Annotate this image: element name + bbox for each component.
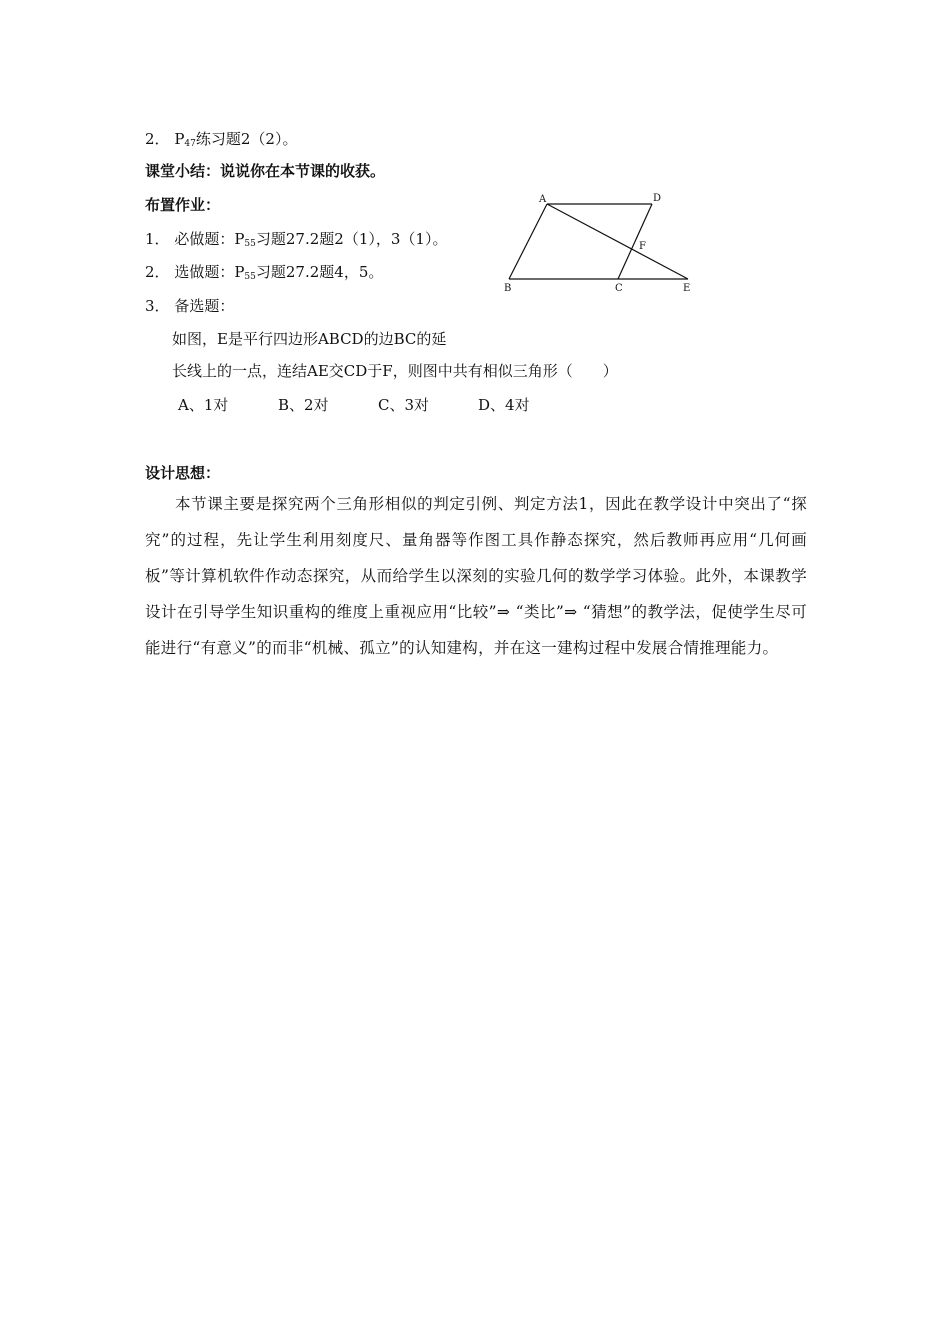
item-number: 2． (145, 130, 170, 148)
option-d: D、4对 (478, 396, 530, 414)
option-c: C、3对 (378, 396, 430, 414)
page-number: 55 (244, 272, 256, 282)
page-number: 55 (244, 239, 256, 249)
problem-line-2: 长线上的一点，连结AE交CD于F，则图中共有相似三角形（ ） (172, 362, 618, 380)
design-heading: 设计思想： (145, 464, 221, 482)
item-text: 选做题：P (174, 263, 245, 281)
item-text: 备选题： (174, 297, 235, 315)
label-a: A (539, 194, 547, 205)
label-e: E (683, 283, 691, 294)
parallelogram-figure (500, 190, 700, 300)
item-number: 1． (145, 230, 170, 248)
practice-item-2 (145, 129, 297, 154)
segment-ab (509, 204, 547, 279)
label-c: C (615, 283, 623, 294)
item-number: 2． (145, 263, 170, 281)
option-b: B、2对 (278, 396, 329, 414)
item-number: 3． (145, 297, 170, 315)
homework-item-1 (145, 229, 447, 254)
label-d: D (653, 193, 662, 204)
item-text: 习题27.2题2（1），3（1）。 (255, 230, 448, 248)
label-b: B (504, 283, 512, 294)
homework-item-2 (145, 262, 383, 287)
option-a: A、1对 (178, 396, 229, 414)
problem-line-1: 如图，E是平行四边形ABCD的边BC的延 (172, 330, 447, 348)
summary-heading: 课堂小结：说说你在本节课的收获。 (145, 162, 386, 180)
item-text: 习题27.2题4，5。 (255, 263, 384, 281)
segment-dc (618, 204, 652, 279)
homework-item-3 (145, 296, 234, 316)
page-number: 47 (184, 139, 196, 149)
segment-ae (547, 204, 688, 279)
page-ref-prefix: P (174, 130, 185, 148)
item-text: 必做题：P (174, 230, 245, 248)
homework-heading: 布置作业： (145, 196, 221, 214)
label-f: F (639, 241, 646, 252)
design-paragraph: 本节课主要是探究两个三角形相似的判定引例、判定方法1，因此在教学设计中突出了“探究”的过程，先让学生利用刻度尺、量角器等作图工具作静态探究，然后教师再应用“几何画板”等计算机软件作动态探究，从而给学生以深刻的实验几何的数学学习体验。此外，本课教学设计在引导学生知识重构的维度上重视应用“比较”⇒ “类比”⇒ “猜想”的教学法，促使学生尽可能进行“有意义”的而非“机械、孤立”的认知建构，并在这一建构过程中发展合情推理能力。 (145, 495, 807, 657)
item-text: 练习题2（2）。 (195, 130, 298, 148)
